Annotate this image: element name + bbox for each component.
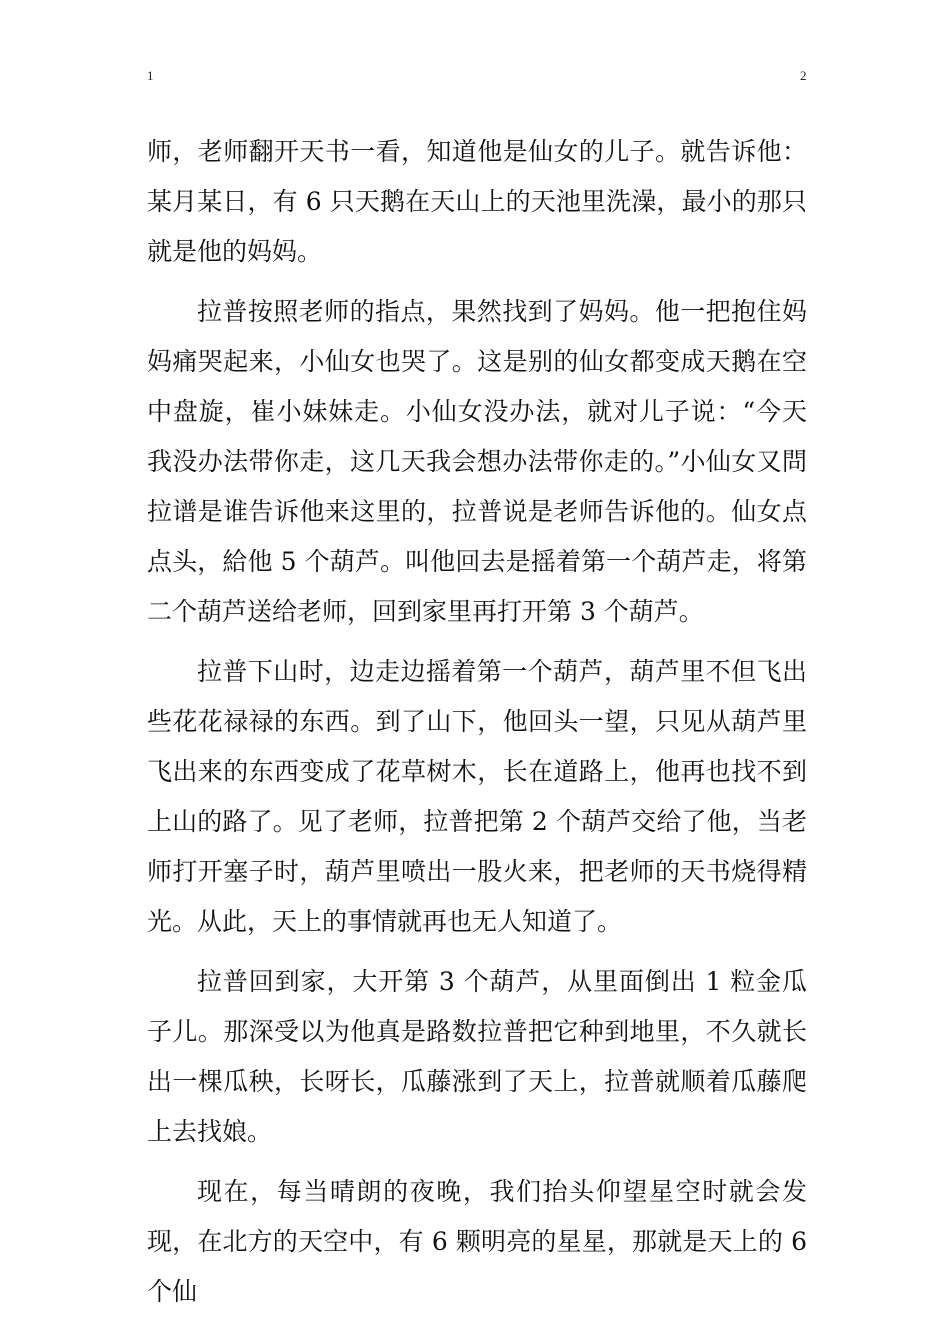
paragraph-5: 现在，每当晴朗的夜晚，我们抬头仰望星空时就会发现，在北方的天空中，有 6 颗明亮的星星，那就是天上的 6 个仙 bbox=[147, 1177, 807, 1306]
paragraph-3: 拉普下山时，边走边摇着第一个葫芦，葫芦里不但飞出些花花禄禄的东西。到了山下，他回头一望，只见从葫芦里飞出来的东西变成了花草树木，长在道路上，他再也找不到上山的路了。见了老师，拉普把第 2 个葫芦交给了他，当老师打开塞子时，葫芦里喷出一股火来，把老师的天书烧得精光。从此，天上的事情就再也无人知道了。 bbox=[147, 657, 807, 936]
paragraph-1: 师，老师翻开天书一看，知道他是仙女的儿子。就告诉他：某月某日，有 6 只天鹅在天山上的天池里洗澡，最小的那只就是他的妈妈。 bbox=[147, 137, 807, 266]
page-number-right: 2 bbox=[800, 68, 807, 83]
page-number-left: 1 bbox=[147, 68, 154, 83]
document-body bbox=[147, 127, 807, 1327]
paragraph-4: 拉普回到家，大开第 3 个葫芦，从里面倒出 1 粒金瓜子儿。那深受以为他真是路数拉普把它种到地里，不久就长出一棵瓜秧，长呀长，瓜藤涨到了天上，拉普就顺着瓜藤爬上去找娘。 bbox=[147, 967, 807, 1146]
paragraph-2: 拉普按照老师的指点，果然找到了妈妈。他一把抱住妈妈痛哭起来，小仙女也哭了。这是别的仙女都变成天鹅在空中盘旋，崔小妹妹走。小仙女没办法，就对儿子说：“今天我没办法带你走，这几天我会想办法带你走的。”小仙女又問拉谱是谁告诉他来这里的，拉普说是老师告诉他的。仙女点点头，給他 5 个葫芦。叫他回去是摇着第一个葫芦走，将第二个葫芦送给老师，回到家里再打开第 3 个葫芦。 bbox=[147, 297, 807, 626]
